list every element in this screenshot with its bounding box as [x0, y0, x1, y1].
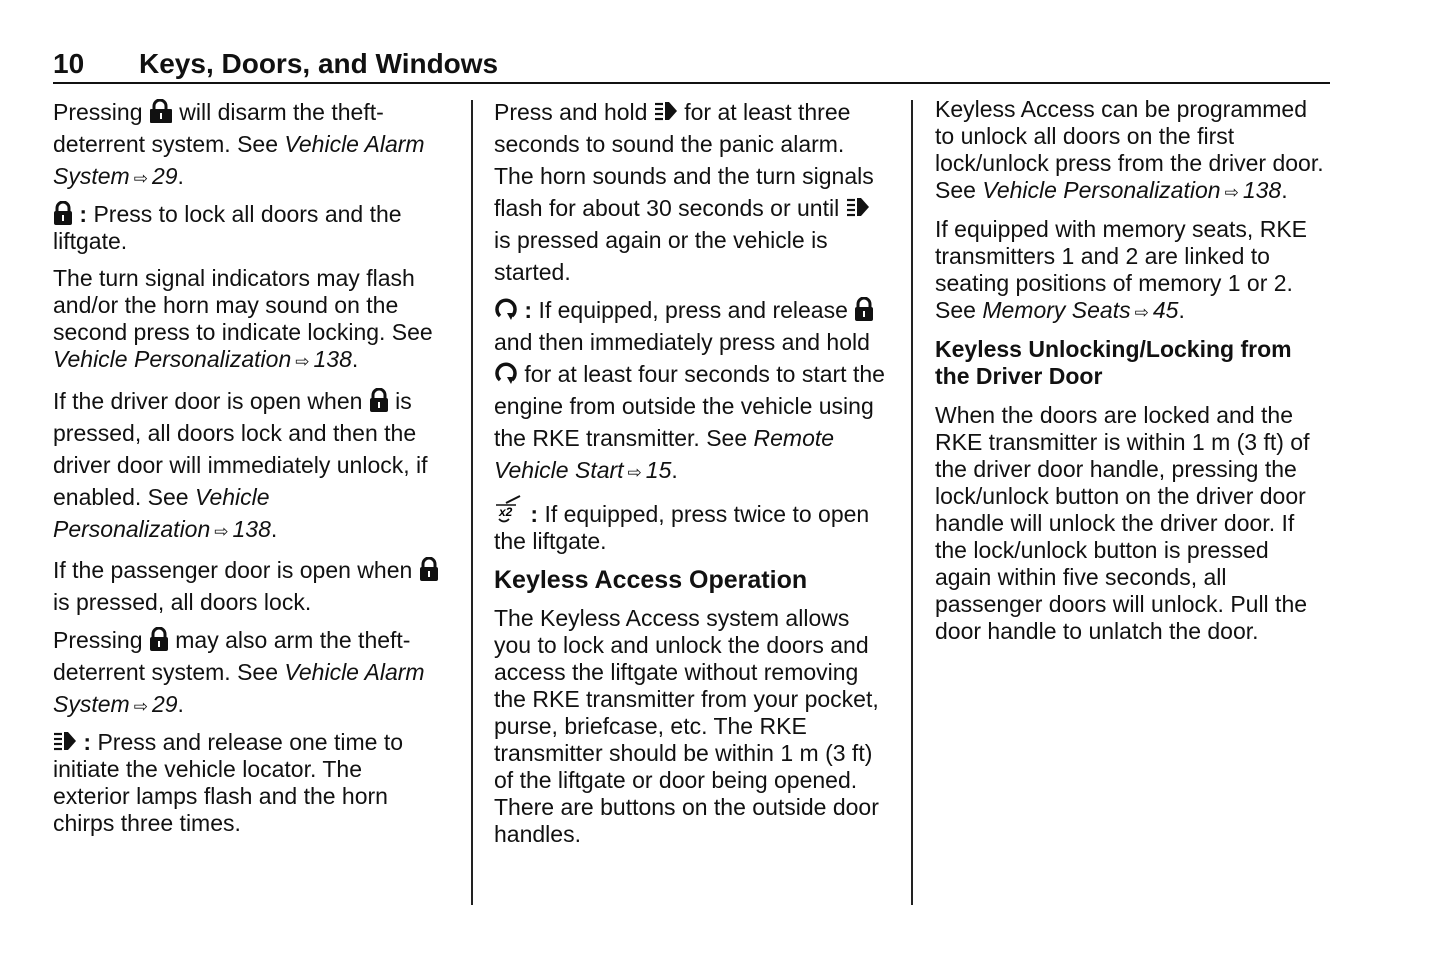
paragraph [935, 216, 1327, 326]
column-1 [53, 96, 445, 847]
text: If equipped, press twice to open the liftgate. [494, 501, 870, 554]
svg-text:x2: x2 [499, 505, 513, 519]
heading [494, 565, 886, 595]
vehicle-locator-icon [654, 101, 678, 123]
page-reference-arrow-icon: ⇨ [1134, 303, 1149, 322]
text: is pressed, all doors lock and then the driver door will immediately unlock, if enabled. See [53, 388, 428, 510]
paragraph [935, 96, 1327, 206]
paragraph [53, 265, 445, 375]
text: for at least four seconds to start the engine from outside the vehicle using the RKE transmitter. See [494, 361, 885, 451]
text: is pressed again or the vehicle is started. [494, 227, 828, 285]
text: . [671, 457, 678, 483]
remote-start-icon [494, 297, 518, 321]
cross-reference: Vehicle Alarm System [53, 659, 425, 717]
lock-icon [149, 627, 169, 651]
remote-start-icon [494, 361, 518, 385]
text: The turn signal indicators may flash and/or the horn may sound on the second press to indicate locking. See [53, 265, 433, 345]
text: Press and release one time to initiate the vehicle locator. The exterior lamps flash and the horn chirps three times. [53, 729, 404, 836]
cross-reference: 29 [151, 691, 178, 717]
heading [935, 336, 1327, 390]
text: Press and hold [494, 99, 654, 125]
text: If the driver door is open when [53, 388, 369, 414]
text: and then immediately press and hold [494, 329, 870, 355]
text: . [177, 691, 184, 717]
vehicle-locator-icon [53, 731, 77, 753]
page-reference-arrow-icon: ⇨ [295, 352, 310, 371]
cross-reference: Remote Vehicle Start [494, 425, 835, 483]
paragraph [494, 96, 886, 288]
text: If equipped with memory seats, RKE transmitters 1 and 2 are linked to seating positions of memory 1 or 2. See [935, 216, 1307, 323]
text: is pressed, all doors lock. [53, 589, 312, 615]
cross-reference: 45 [1152, 297, 1179, 323]
paragraph [494, 605, 886, 848]
text: . [351, 346, 359, 372]
separator: : [524, 501, 545, 527]
cross-reference: Vehicle Personalization [53, 484, 270, 542]
page-header [53, 46, 1330, 84]
separator: : [518, 297, 539, 323]
text: Keyless Access Operation [494, 566, 808, 594]
cross-reference: Vehicle Alarm System [53, 131, 425, 189]
text: . [1178, 297, 1185, 323]
column-3 [935, 96, 1327, 655]
text: will disarm the theft-deterrent system. See [53, 99, 384, 157]
text: for at least three seconds to sound the panic alarm. The horn sounds and the turn signals flash for about 30 seconds or until [494, 99, 874, 221]
page-number: 10 [53, 48, 85, 79]
column-divider [911, 100, 913, 905]
page-reference-arrow-icon: ⇨ [214, 522, 229, 541]
lock-icon [369, 388, 389, 412]
liftgate-x2-icon [494, 495, 524, 525]
cross-reference: 15 [645, 457, 672, 483]
column-divider [471, 100, 473, 905]
text: The Keyless Access system allows you to lock and unlock the doors and access the liftgate without removing the RKE transmitter from your pocket, purse, briefcase, etc. The RKE transmitter should be within 1 m (3 ft) of the liftgate or door being opened. There are buttons on the outside door handles. [494, 605, 879, 847]
page-reference-arrow-icon: ⇨ [133, 697, 148, 716]
text: . [1281, 177, 1288, 203]
text: . [177, 163, 184, 189]
paragraph [53, 201, 445, 255]
text: Press to lock all doors and the liftgate. [53, 201, 402, 254]
page-reference-arrow-icon: ⇨ [133, 169, 148, 188]
page-reference-arrow-icon: ⇨ [627, 463, 642, 482]
paragraph [53, 729, 445, 837]
cross-reference: 138 [313, 346, 352, 372]
paragraph [53, 96, 445, 195]
separator: : [73, 201, 94, 227]
separator: : [77, 729, 98, 755]
paragraph [53, 554, 445, 618]
lock-icon [854, 297, 874, 321]
column-2 [494, 96, 886, 858]
paragraph [53, 624, 445, 723]
lock-icon [419, 557, 439, 581]
lock-icon [53, 201, 73, 225]
vehicle-locator-icon [846, 197, 870, 219]
paragraph [494, 495, 886, 555]
cross-reference: Memory Seats [982, 297, 1131, 323]
text: If equipped, press and release [538, 297, 855, 323]
text: . [270, 516, 278, 542]
text: If the passenger door is open when [53, 557, 419, 583]
text: Pressing [53, 99, 149, 125]
paragraph [53, 385, 445, 548]
paragraph [935, 402, 1327, 645]
cross-reference: Vehicle Personalization [982, 177, 1221, 203]
cross-reference: 29 [151, 163, 178, 189]
text: Keyless Access can be programmed to unlock all doors on the first lock/unlock press from the driver door. See [935, 96, 1324, 203]
text: When the doors are locked and the RKE transmitter is within 1 m (3 ft) of the driver door handle, pressing the lock/unlock button on the driver door handle will unlock the driver door. If the lock/unlock button is pressed again within five seconds, all passenger doors will unlock. Pull the door handle to unlatch the door. [935, 402, 1310, 644]
cross-reference: Vehicle Personalization [53, 346, 292, 372]
section-title: Keys, Doors, and Windows [139, 48, 499, 79]
paragraph [494, 294, 886, 489]
text: Keyless Unlocking/Locking from the Driver Door [935, 336, 1292, 389]
page-reference-arrow-icon: ⇨ [1224, 183, 1239, 202]
unlock-icon [149, 99, 173, 123]
cross-reference: 138 [1242, 177, 1282, 203]
text: may also arm the theft-deterrent system. See [53, 627, 411, 685]
cross-reference: 138 [232, 516, 271, 542]
text: Pressing [53, 627, 149, 653]
